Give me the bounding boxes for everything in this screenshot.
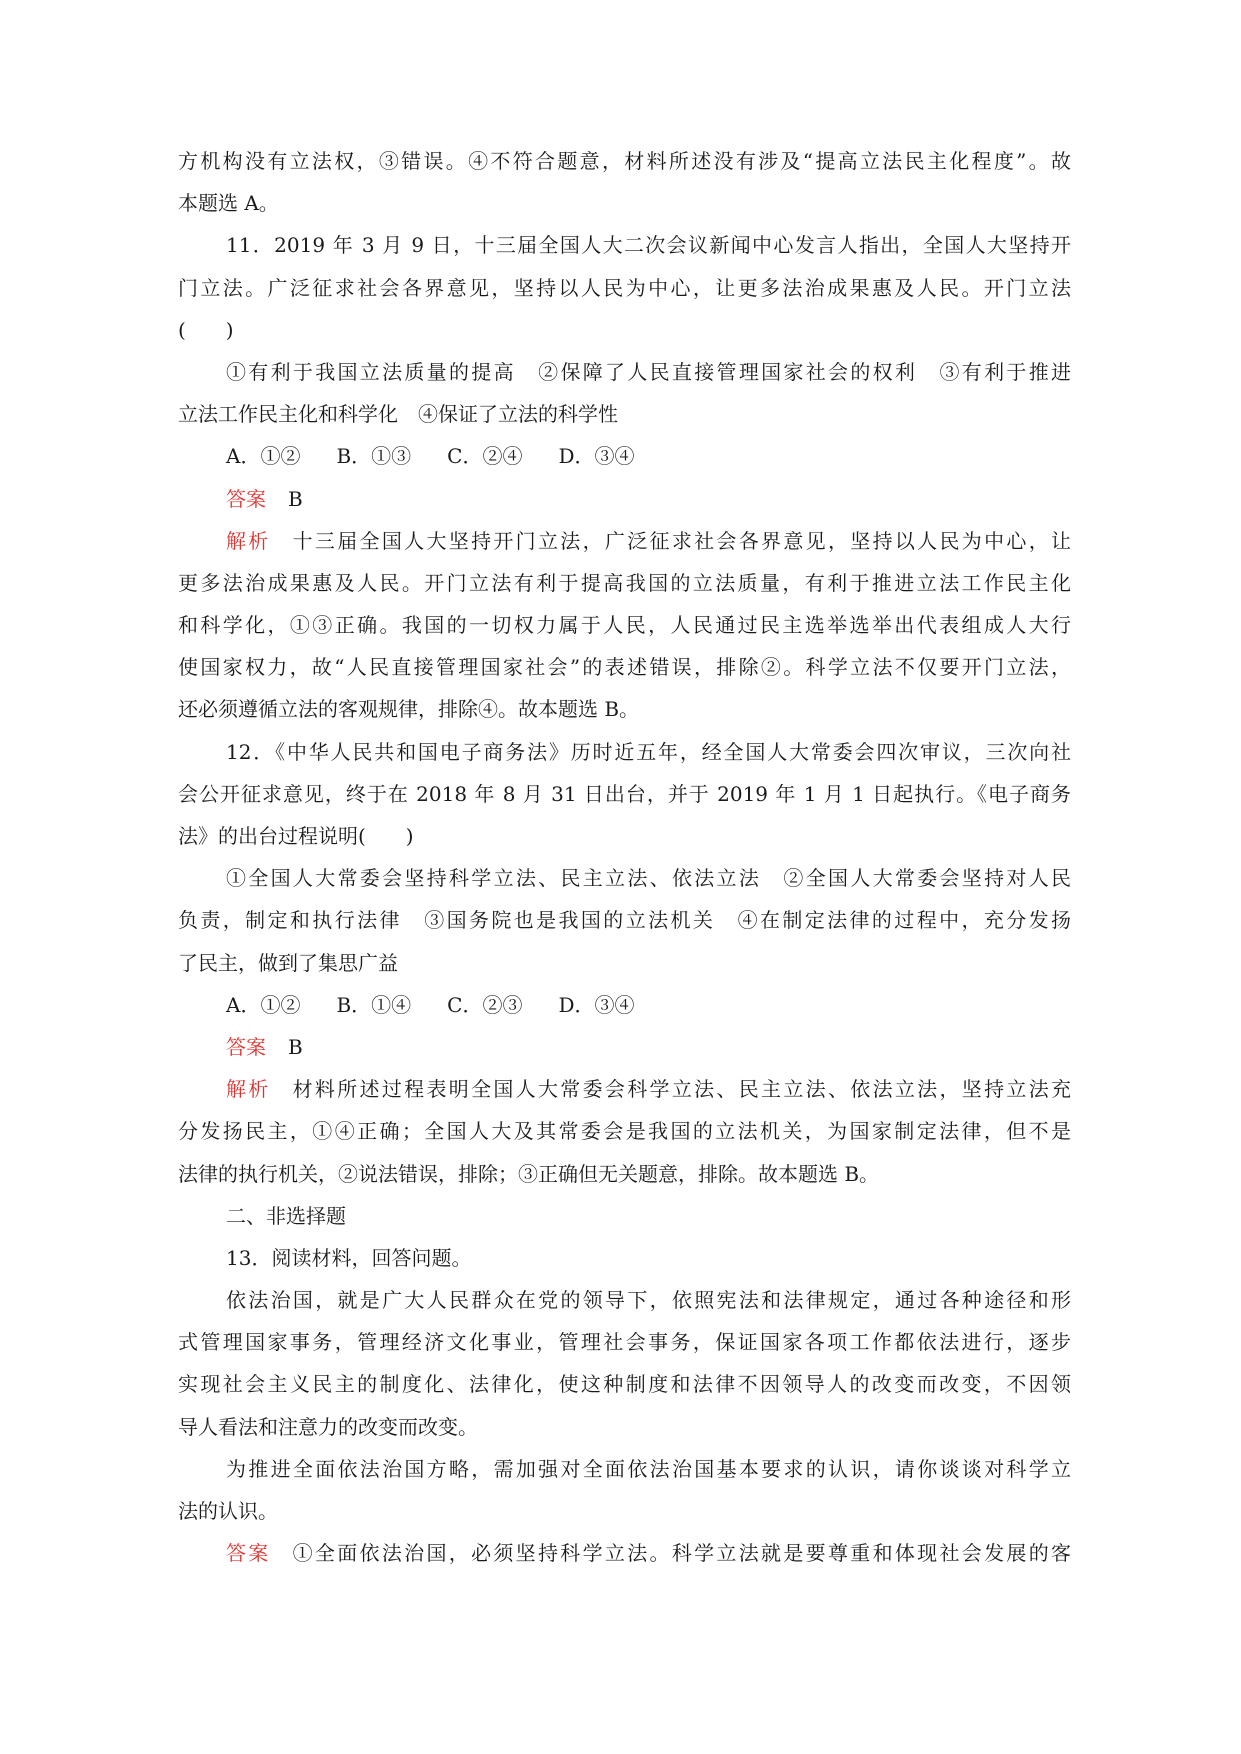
answer-tag: 答案 <box>226 1541 271 1566</box>
answer-tag: 答案 <box>226 1034 266 1059</box>
material-line: 式管理国家事务，管理经济文化事业，管理社会事务，保证国家各项工作都依法进行，逐步 <box>178 1330 1071 1355</box>
analysis-line <box>178 520 1071 562</box>
answer-tag: 答案 <box>226 486 266 511</box>
text-line: 法》的出台过程说明( ) <box>178 824 414 848</box>
text-line: 方机构没有立法权，③错误。④不符合题意，材料所述没有涉及“提高立法民主化程度”。故 <box>178 149 1071 173</box>
question-11-stem: 11．2019 年 3 月 9 日，十三届全国人大二次会议新闻中心发言人指出，全国人大坚持开 <box>226 233 1071 258</box>
answer-line <box>178 1026 1071 1068</box>
statement-line: ①有利于我国立法质量的提高 ②保障了人民直接管理国家社会的权利 ③有利于推进 <box>226 359 1071 384</box>
text-line: 法律的执行机关，②说法错误，排除；③正确但无关题意，排除。故本题选 B。 <box>178 1161 880 1186</box>
answer-blank: ( ) <box>178 317 234 342</box>
statement-line: 负责，制定和执行法律 ③国务院也是我国的立法机关 ④在制定法律的过程中，充分发扬 <box>178 908 1071 933</box>
text-line: 分发扬民主，①④正确；全国人大及其常委会是我国的立法机关，为国家制定法律，但不是 <box>178 1119 1071 1144</box>
answer-value: B <box>288 1034 303 1059</box>
answer-text: ①全面依法治国，必须坚持科学立法。科学立法就是要尊重和体现社会发展的客 <box>292 1541 1071 1566</box>
text-line: 和科学化，①③正确。我国的一切权力属于人民，人民通过民主选举选举出代表组成人大行 <box>178 613 1071 638</box>
material-line: 导人看法和注意力的改变而改变。 <box>178 1414 478 1439</box>
analysis-line <box>178 1068 1071 1110</box>
analysis-text: 材料所述过程表明全国人大常委会科学立法、民主立法、依法立法，坚持立法充 <box>292 1077 1071 1102</box>
question-13-stem: 13．阅读材料，回答问题。 <box>226 1245 472 1270</box>
text-line: 使国家权力，故“人民直接管理国家社会”的表述错误，排除②。科学立法不仅要开门立法， <box>178 655 1071 680</box>
option-c: C．②③ <box>447 992 523 1017</box>
option-a: A．①② <box>226 992 301 1017</box>
option-b: B．①④ <box>336 992 412 1017</box>
text-line: 会公开征求意见，终于在 2018 年 8 月 31 日出台，并于 2019 年 1 月 1 日起执行。《电子商务 <box>178 781 1071 806</box>
options-row <box>178 984 1071 1026</box>
statement-line: ①全国人大常委会坚持科学立法、民主立法、依法立法 ②全国人大常委会坚持对人民 <box>226 866 1071 891</box>
option-a: A．①② <box>226 444 301 469</box>
material-line: 实现社会主义民主的制度化、法律化，使这种制度和法律不因领导人的改变而改变，不因领 <box>178 1372 1071 1397</box>
answer-value: B <box>288 486 303 511</box>
question-12-stem: 12．《中华人民共和国电子商务法》历时近五年，经全国人大常委会四次审议，三次向社 <box>226 739 1071 764</box>
material-line: 依法治国，就是广大人民群众在党的领导下，依照宪法和法律规定，通过各种途径和形 <box>226 1288 1071 1313</box>
analysis-text: 十三届全国人大坚持开门立法，广泛征求社会各界意见，坚持以人民为中心，让 <box>292 528 1071 553</box>
text-line: 门立法。广泛征求社会各界意见，坚持以人民为中心，让更多法治成果惠及人民。开门立法 <box>178 275 1071 300</box>
option-d: D．③④ <box>558 992 635 1017</box>
option-d: D．③④ <box>558 444 635 469</box>
analysis-tag: 解析 <box>226 528 271 553</box>
analysis-tag: 解析 <box>226 1077 271 1102</box>
options-row <box>178 435 1071 477</box>
section-heading: 二、非选择题 <box>226 1203 346 1228</box>
answer-line <box>178 1532 1071 1574</box>
text-line: 还必须遵循立法的客观规律，排除④。故本题选 B。 <box>178 697 640 722</box>
option-c: C．②④ <box>447 444 523 469</box>
question-line: 法的认识。 <box>178 1499 278 1523</box>
statement-line: 了民主，做到了集思广益 <box>178 950 398 975</box>
statement-line: 立法工作民主化和科学化 ④保证了立法的科学性 <box>178 402 618 427</box>
option-b: B．①③ <box>336 444 412 469</box>
question-line: 为推进全面依法治国方略，需加强对全面依法治国基本要求的认识，请你谈谈对科学立 <box>226 1456 1071 1481</box>
answer-line <box>178 478 1071 520</box>
text-line: 更多法治成果惠及人民。开门立法有利于提高我国的立法质量，有利于推进立法工作民主化 <box>178 570 1071 595</box>
text-line: 本题选 A。 <box>178 191 279 216</box>
